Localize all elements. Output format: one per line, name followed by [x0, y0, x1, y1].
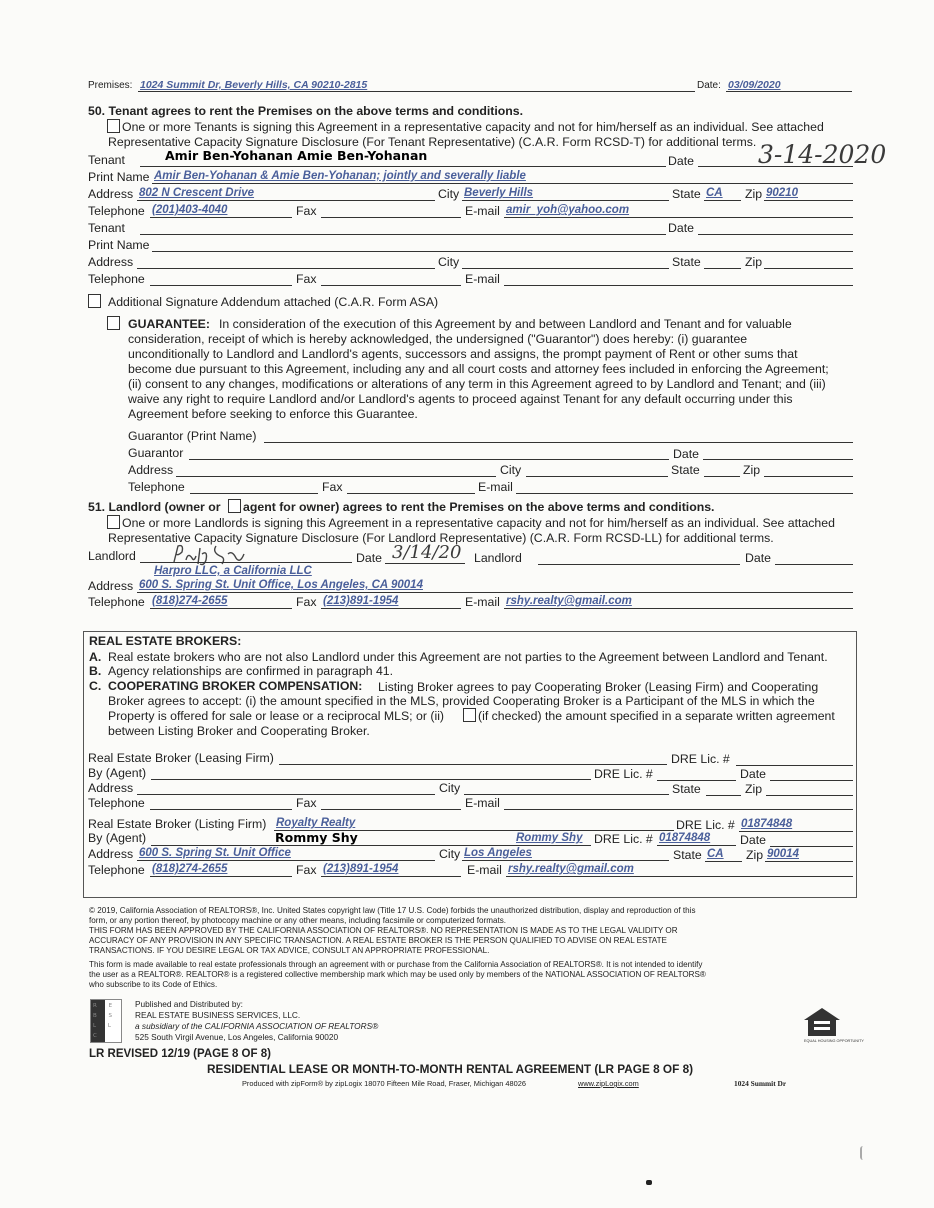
listing-fax-label: Fax	[296, 863, 317, 877]
leasing-state-label: State	[672, 782, 701, 796]
copyright-line-5: This form is made available to real estate professionals through an agreement with or purchase from the California Association of REALTORS®. It is not intended to identify	[89, 960, 703, 969]
guarantor-fax-label: Fax	[322, 480, 343, 494]
tenant-rep-line2: Representative Capacity Signature Disclosure (For Tenant Representative) (C.A.R. Form RCSD-T) for additional terms.	[108, 135, 757, 149]
copyright-line-3: ACCURACY OF ANY PROVISION IN ANY SPECIFIC TRANSACTION. A REAL ESTATE BROKER IS THE PERSON QUALIFIED TO ADVISE ON REAL ESTATE	[89, 936, 667, 945]
tenant2-zip-label: Zip	[745, 255, 763, 269]
guarantor-date-line	[703, 459, 853, 460]
header-date-value: 03/09/2020	[728, 79, 781, 91]
guarantor-address-line	[176, 476, 496, 477]
listing-address-label: Address	[88, 847, 134, 861]
guarantor-line	[189, 459, 669, 460]
leasing-firm-label: Real Estate Broker (Leasing Firm)	[88, 751, 274, 765]
brokers-a-label: A.	[89, 650, 102, 664]
landlord-address-line	[137, 592, 853, 593]
guarantor-state-line	[704, 476, 740, 477]
tenant-date-label: Date	[668, 154, 694, 168]
guarantor-fax-line	[347, 493, 475, 494]
guarantee-title: GUARANTEE:	[128, 317, 210, 331]
tenant2-zip-line	[764, 268, 853, 269]
tenant-rep-checkbox[interactable]	[107, 119, 120, 133]
leasing-date-label: Date	[740, 767, 766, 781]
tenant2-print-name-line	[152, 251, 853, 252]
brokers-c-title: COOPERATING BROKER COMPENSATION:	[108, 679, 363, 693]
leasing-address-label: Address	[88, 781, 134, 795]
tenant-address-label: Address	[88, 187, 134, 201]
tenant2-line	[140, 234, 666, 235]
landlord-label: Landlord	[88, 549, 136, 563]
leasing-city-label: City	[439, 781, 461, 795]
landlord-telephone-value: (818)274-2655	[152, 595, 228, 607]
guarantee-line-5: waive any right to require Landlord and/or Landlord's agents to proceed against Tenant for any default occurring under this	[128, 392, 793, 406]
landlord2-date-line	[775, 564, 853, 565]
copyright-line-1: form, or any portion thereof, by photocopy machine or any other means, including facsimile or computerized formats.	[89, 916, 507, 925]
agent-for-owner-checkbox[interactable]	[228, 499, 241, 513]
leasing-fax-line	[321, 809, 461, 810]
leasing-zip-label: Zip	[745, 782, 763, 796]
section-51-heading-b: agent for owner) agrees to rent the Premises on the above terms and conditions.	[243, 500, 715, 514]
landlord-fax-label: Fax	[296, 595, 317, 609]
guarantor-print-name-label: Guarantor (Print Name)	[128, 429, 257, 443]
tenant2-fax-line	[321, 285, 461, 286]
brokers-c-label: C.	[89, 679, 102, 693]
tenant-email-label: E-mail	[465, 204, 500, 218]
listing-zip-label: Zip	[746, 848, 764, 862]
listing-agent-signature: Rommy Shy	[275, 830, 358, 845]
listing-dre-line	[739, 831, 853, 832]
landlord-signature-line	[140, 562, 352, 563]
listing-telephone-line	[150, 876, 292, 877]
guarantor-state-label: State	[671, 463, 700, 477]
premises-value: 1024 Summit Dr, Beverly Hills, CA 90210-2815	[140, 79, 368, 91]
landlord-telephone-line	[150, 608, 292, 609]
ziplogix-link[interactable]: www.zipLogix.com	[578, 1079, 639, 1088]
header-date-label: Date:	[697, 80, 721, 91]
guarantee-line-3: become due pursuant to this Agreement, including any and all court costs and attorney fees included in enforcing the Agreement;	[128, 362, 829, 376]
section-50-heading: 50. Tenant agrees to rent the Premises on the above terms and conditions.	[88, 104, 524, 118]
premises-label: Premises:	[88, 80, 133, 91]
listing-email-label: E-mail	[467, 863, 502, 877]
copyright-line-2: THIS FORM HAS BEEN APPROVED BY THE CALIFORNIA ASSOCIATION OF REALTORS®. NO REPRESENTATION IS MADE AS TO THE LEGAL VALIDITY OR	[89, 926, 678, 935]
copyright-line-0: © 2019, California Association of REALTORS®, Inc. United States copyright law (Title 17 U.S. Code) forbids the unauthorized distribution, display and reproduction of this	[89, 906, 696, 915]
premises-line	[138, 91, 695, 92]
brokers-c-line3b: (if checked) the amount specified in a separate written agreement	[478, 709, 835, 723]
guarantor-city-line	[526, 476, 668, 477]
landlord2-label: Landlord	[474, 551, 522, 565]
scan-mark	[860, 1146, 868, 1160]
landlord-address-label: Address	[88, 579, 134, 593]
tenant2-telephone-line	[150, 285, 292, 286]
form-title: RESIDENTIAL LEASE OR MONTH-TO-MONTH RENTAL AGREEMENT (LR PAGE 8 OF 8)	[207, 1062, 694, 1076]
tenant-zip-line	[764, 200, 853, 201]
tenant2-state-line	[704, 268, 741, 269]
listing-city-value: Los Angeles	[464, 847, 532, 859]
copyright-line-4: TRANSACTIONS. IF YOU DESIRE LEGAL OR TAX ADVICE, CONSULT AN APPROPRIATE PROFESSIONAL.	[89, 946, 490, 955]
equal-housing-text: EQUAL HOUSING OPPORTUNITY	[804, 1039, 864, 1043]
guarantor-telephone-line	[190, 493, 318, 494]
tenant-label: Tenant	[88, 153, 125, 167]
listing-email-line	[506, 876, 853, 877]
revision-label: LR REVISED 12/19 (PAGE 8 OF 8)	[89, 1048, 271, 1060]
guarantor-city-label: City	[500, 463, 522, 477]
guarantee-line-6: Agreement before seeking to enforce this Guarantee.	[128, 407, 418, 421]
tenant-telephone-label: Telephone	[88, 204, 145, 218]
guarantor-zip-label: Zip	[743, 463, 761, 477]
listing-agent-line	[151, 845, 591, 846]
tenant2-fax-label: Fax	[296, 272, 317, 286]
addendum-checkbox[interactable]	[88, 294, 101, 308]
tenant-city-label: City	[438, 187, 460, 201]
guarantee-line-1: consideration, receipt of which is hereby acknowledged, the undersigned ("Guarantor") does hereby: (i) guarantee	[128, 332, 748, 346]
listing-agent-dre-label: DRE Lic. #	[594, 832, 653, 846]
tenant2-email-line	[504, 285, 853, 286]
leasing-telephone-label: Telephone	[88, 796, 145, 810]
landlord2-line	[538, 564, 740, 565]
guarantor-label: Guarantor	[128, 446, 184, 460]
leasing-agent-label: By (Agent)	[88, 766, 147, 780]
guarantor-zip-line	[764, 476, 853, 477]
tenant2-address-label: Address	[88, 255, 134, 269]
listing-fax-value: (213)891-1954	[323, 863, 399, 875]
rebs-logo	[90, 999, 122, 1043]
header-date-line	[726, 91, 852, 92]
publisher-address: 525 South Virgil Avenue, Los Angeles, California 90020	[135, 1032, 339, 1042]
tenant-state-value: CA	[706, 187, 723, 199]
tenant-state-label: State	[672, 187, 701, 201]
brokers-a-text: Real estate brokers who are not also Landlord under this Agreement are not parties to the Agreement between Landlord and Tenant.	[108, 650, 828, 664]
leasing-city-line	[464, 794, 669, 795]
leasing-firm-line	[279, 764, 667, 765]
produced-by: Produced with zipForm® by zipLogix 18070 Fifteen Mile Road, Fraser, Michigan 48026	[242, 1079, 526, 1088]
landlord-fax-value: (213)891-1954	[323, 595, 399, 607]
leasing-state-line	[706, 795, 741, 796]
landlord-email-value: rshy.realty@gmail.com	[506, 595, 632, 607]
print-name-line	[152, 183, 853, 184]
leasing-address-line	[137, 794, 435, 795]
brokers-title: REAL ESTATE BROKERS:	[89, 634, 242, 648]
landlord-telephone-label: Telephone	[88, 595, 145, 609]
leasing-email-line	[504, 809, 853, 810]
listing-firm-value: Royalty Realty	[276, 817, 356, 829]
tenant2-city-label: City	[438, 255, 460, 269]
tenant-address-line	[137, 200, 435, 201]
leasing-dre-label: DRE Lic. #	[671, 752, 730, 766]
leasing-dre-line	[736, 765, 853, 766]
tenant-fax-line	[321, 217, 461, 218]
tenant-handwritten-date: 3-14-2020	[758, 140, 887, 169]
landlord-email-line	[504, 608, 853, 609]
listing-zip-value: 90014	[767, 848, 799, 860]
tenant-telephone-line	[150, 217, 292, 218]
landlord-address-value: 600 S. Spring St. Unit Office, Los Angeles, CA 90014	[139, 579, 423, 591]
listing-agent-dre-line	[657, 845, 736, 846]
addendum-text: Additional Signature Addendum attached (C.A.R. Form ASA)	[108, 295, 439, 309]
leasing-telephone-line	[150, 809, 292, 810]
guarantor-address-label: Address	[128, 463, 174, 477]
section-51-heading-a: 51. Landlord (owner or	[88, 500, 221, 514]
guarantor-telephone-label: Telephone	[128, 480, 185, 494]
listing-state-value: CA	[707, 848, 724, 860]
leasing-agent-dre-line	[657, 780, 736, 781]
brokers-b-text: Agency relationships are confirmed in paragraph 41.	[108, 664, 394, 678]
listing-dre-value: 01874848	[741, 818, 793, 830]
print-name-label: Print Name	[88, 170, 150, 184]
listing-telephone-value: (818)274-2655	[152, 863, 228, 875]
guarantee-checkbox[interactable]	[107, 316, 120, 330]
listing-telephone-label: Telephone	[88, 863, 145, 877]
listing-state-label: State	[673, 848, 702, 862]
tenant-email-line	[504, 217, 853, 218]
property-reference: 1024 Summit Dr	[734, 1079, 787, 1088]
copyright-line-7: who subscribe to its Code of Ethics.	[89, 980, 218, 989]
tenant-zip-label: Zip	[745, 187, 763, 201]
guarantee-line-4: (ii) consent to any changes, modifications or alterations of any term in this Agreement agreed to by Landlord and Tenant; and (iii)	[128, 377, 826, 391]
guarantor-print-name-line	[264, 442, 853, 443]
tenant2-telephone-label: Telephone	[88, 272, 145, 286]
landlord-rep-line1: One or more Landlords is signing this Agreement in a representative capacity and not for him/herself as an individual. See attached	[122, 516, 835, 530]
listing-address-line	[137, 860, 435, 861]
landlord-rep-line2: Representative Capacity Signature Disclosure (For Landlord Representative) (C.A.R. Form RCSD-LL) for additional terms.	[108, 531, 774, 545]
brokers-c-line2: Broker agrees to accept: (i) the amount specified in the MLS, provided Cooperating Broker is a Participant of the MLS in which the	[108, 694, 815, 708]
brokers-c-line1: Listing Broker agrees to pay Cooperating Broker (Leasing Firm) and Cooperating	[378, 680, 819, 694]
listing-zip-line	[765, 861, 853, 862]
publisher: REAL ESTATE BUSINESS SERVICES, LLC.	[135, 1010, 301, 1020]
published-by: Published and Distributed by:	[135, 999, 243, 1009]
landlord-rep-checkbox[interactable]	[107, 515, 120, 529]
tenant2-email-label: E-mail	[465, 272, 500, 286]
guarantee-line-2: unconditionally to Landlord and Landlord's agents, successors and assigns, the prompt payment of Rent or other sums that	[128, 347, 798, 361]
listing-email-value: rshy.realty@gmail.com	[508, 863, 634, 875]
leasing-date-line	[770, 780, 853, 781]
scan-speck	[646, 1180, 652, 1185]
listing-agent-name: Rommy Shy	[516, 832, 583, 844]
tenant-signature-line	[140, 166, 666, 167]
guarantee-line-0: In consideration of the execution of this Agreement by and between Landlord and Tenant and for valuable	[219, 317, 792, 331]
listing-date-label: Date	[740, 833, 766, 847]
cooperating-broker-checkbox[interactable]	[463, 708, 476, 722]
leasing-zip-line	[766, 795, 853, 796]
brokers-b-label: B.	[89, 664, 102, 678]
tenant2-print-name-label: Print Name	[88, 238, 150, 252]
tenant2-address-line	[137, 268, 435, 269]
rebs-logo-letters: R E B S L L C	[93, 1003, 118, 1039]
tenant-telephone-value: (201)403-4040	[152, 204, 228, 216]
listing-date-line	[770, 846, 853, 847]
guarantor-email-line	[516, 493, 853, 494]
tenant-zip-value: 90210	[766, 187, 798, 199]
listing-fax-line	[321, 876, 461, 877]
listing-address-value: 600 S. Spring St. Unit Office	[139, 847, 291, 859]
tenant-signature: Amir Ben-Yohanan Amie Ben-Yohanan	[165, 148, 428, 163]
landlord-entity: Harpro LLC, a California LLC	[154, 565, 312, 577]
brokers-c-line4: between Listing Broker and Cooperating Broker.	[108, 724, 370, 738]
leasing-email-label: E-mail	[465, 796, 500, 810]
landlord-email-label: E-mail	[465, 595, 500, 609]
publisher-subsidiary: a subsidiary of the CALIFORNIA ASSOCIATION OF REALTORS®	[135, 1021, 379, 1031]
tenant2-label: Tenant	[88, 221, 125, 235]
brokers-c-line3a: Property is offered for sale or lease or a reciprocal MLS; or (ii)	[108, 709, 445, 723]
landlord-date-line	[385, 563, 465, 564]
listing-state-line	[705, 861, 742, 862]
print-name-value: Amir Ben-Yohanan & Amie Ben-Yohanan; jointly and severally liable	[154, 170, 526, 182]
leasing-fax-label: Fax	[296, 796, 317, 810]
listing-agent-label: By (Agent)	[88, 831, 147, 845]
tenant-fax-label: Fax	[296, 204, 317, 218]
tenant2-state-label: State	[672, 255, 701, 269]
listing-city-label: City	[439, 847, 461, 861]
leasing-agent-line	[151, 779, 591, 780]
listing-firm-label: Real Estate Broker (Listing Firm)	[88, 817, 267, 831]
tenant-address-value: 802 N Crescent Drive	[139, 187, 255, 199]
listing-agent-dre-value: 01874848	[659, 832, 711, 844]
tenant2-date-line	[698, 234, 853, 235]
landlord2-date-label: Date	[745, 551, 771, 565]
listing-dre-label: DRE Lic. #	[676, 818, 735, 832]
listing-city-line	[462, 860, 669, 861]
landlord-fax-line	[321, 608, 461, 609]
tenant-email-value: amir_yoh@yahoo.com	[506, 204, 630, 216]
landlord-date-label: Date	[356, 551, 382, 565]
guarantor-date-label: Date	[673, 447, 699, 461]
tenant-state-line	[704, 200, 741, 201]
tenant2-city-line	[462, 268, 669, 269]
tenant2-date-label: Date	[668, 221, 694, 235]
tenant-city-line	[462, 200, 669, 201]
leasing-agent-dre-label: DRE Lic. #	[594, 767, 653, 781]
copyright-line-6: the user as a REALTOR®. REALTOR® is a registered collective membership mark which may be used only by members of the NATIONAL ASSOCIATION OF REALTORS®	[89, 970, 706, 979]
guarantor-email-label: E-mail	[478, 480, 513, 494]
landlord-handwritten-date: 3/14/20	[392, 542, 462, 563]
tenant-rep-line1: One or more Tenants is signing this Agreement in a representative capacity and not for him/herself as an individual. See attached	[122, 120, 824, 134]
tenant-city-value: Beverly Hills	[464, 187, 534, 199]
